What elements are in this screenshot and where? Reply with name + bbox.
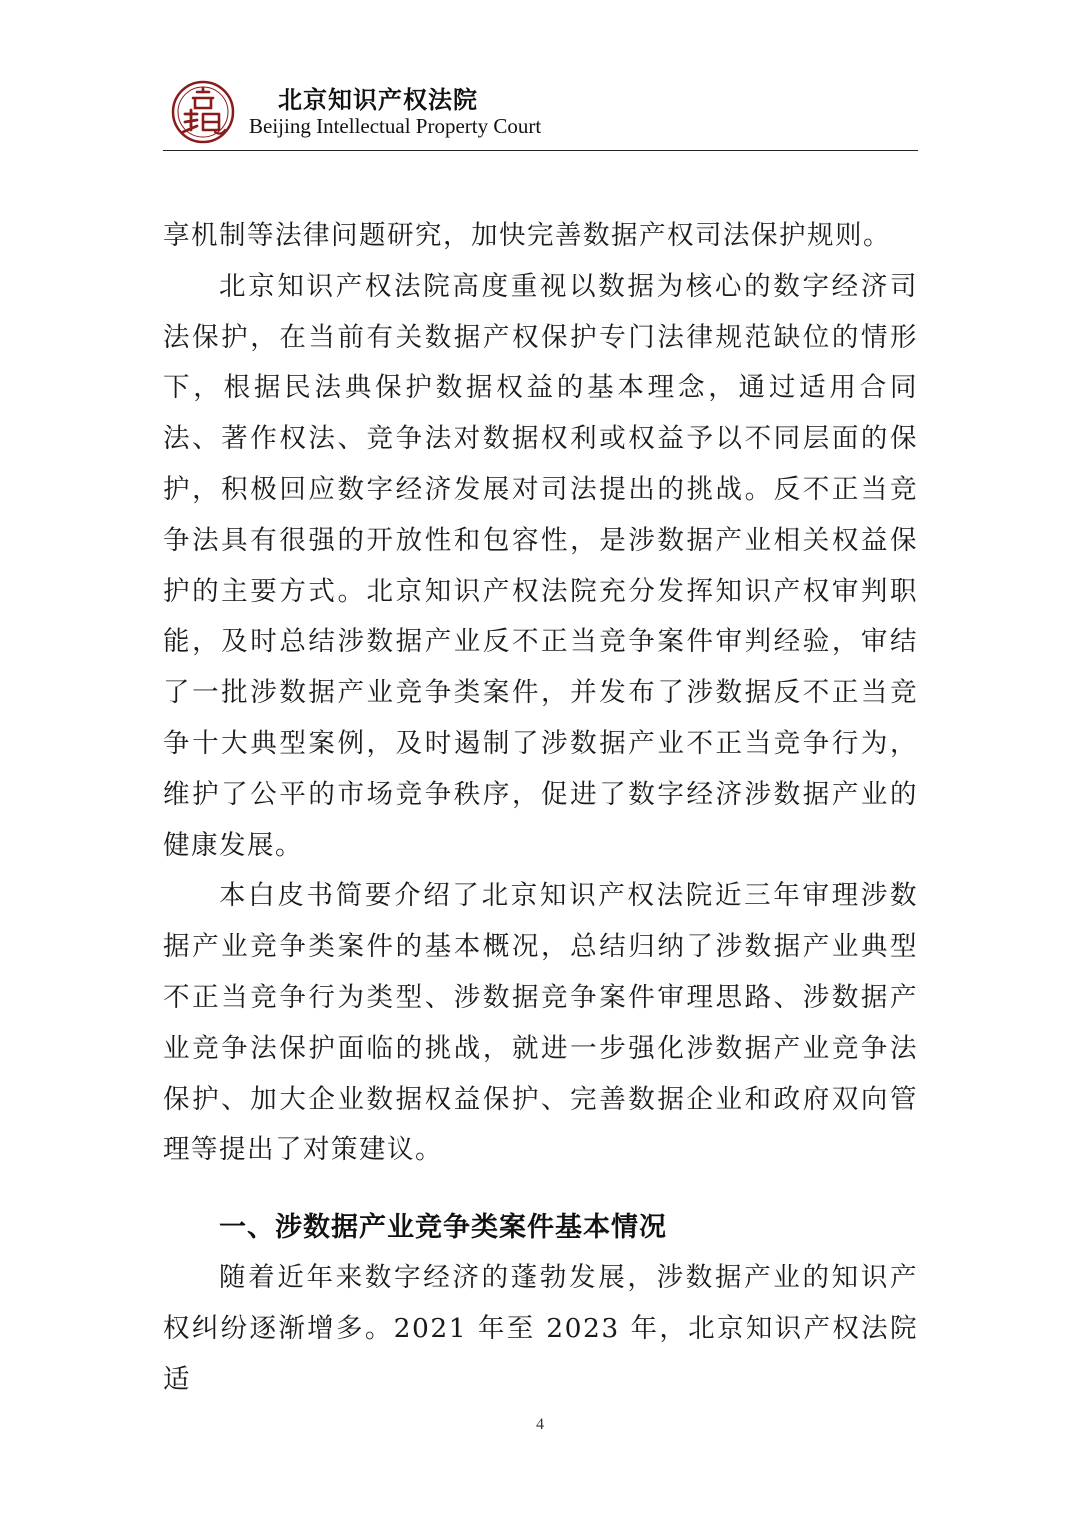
paragraph-white-paper-summary: 本白皮书简要介绍了北京知识产权法院近三年审理涉数据产业竞争类案件的基本概况，总结归纳了涉数据产业典型不正当竞争行为类型、涉数据竞争案件审理思路、涉数据产业竞争法保护面临的挑战，就进一步强化涉数据产业竞争法保护、加大企业数据权益保护、完善数据企业和政府双向管理等提出了对策建议。 (163, 880, 918, 1166)
page-header (163, 72, 918, 151)
paragraph-section-intro: 随着近年来数字经济的蓬勃发展，涉数据产业的知识产权纠纷逐渐增多。2021 年至 2023 年，北京知识产权法院适 (163, 1262, 918, 1395)
section-heading: 一、涉数据产业竞争类案件基本情况 (219, 1212, 667, 1244)
paragraph-court-data-protection: 北京知识产权法院高度重视以数据为核心的数字经济司法保护，在当前有关数据产权保护专门法律规范缺位的情形下，根据民法典保护数据权益的基本理念，通过适用合同法、著作权法、竞争法对数据权利或权益予以不同层面的保护，积极回应数字经济发展对司法提出的挑战。反不正当竞争法具有很强的开放性和包容性，是涉数据产业相关权益保护的主要方式。北京知识产权法院充分发挥知识产权审判职能，及时总结涉数据产业反不正当竞争案件审判经验，审结了一批涉数据产业竞争类案件，并发布了涉数据反不正当竞争十大典型案例，及时遏制了涉数据产业不正当竞争行为，维护了公平的市场竞争秩序，促进了数字经济涉数据产业的健康发展。 (163, 270, 918, 861)
paragraph-continuation: 享机制等法律问题研究，加快完善数据产权司法保护规则。 (163, 220, 891, 251)
document-body (163, 211, 918, 1406)
court-name-chinese: 北京知识产权法院 (278, 86, 478, 114)
court-seal-logo-icon (171, 80, 235, 144)
court-name-english: Beijing Intellectual Property Court (249, 114, 542, 138)
page-number: 4 (536, 1416, 544, 1433)
